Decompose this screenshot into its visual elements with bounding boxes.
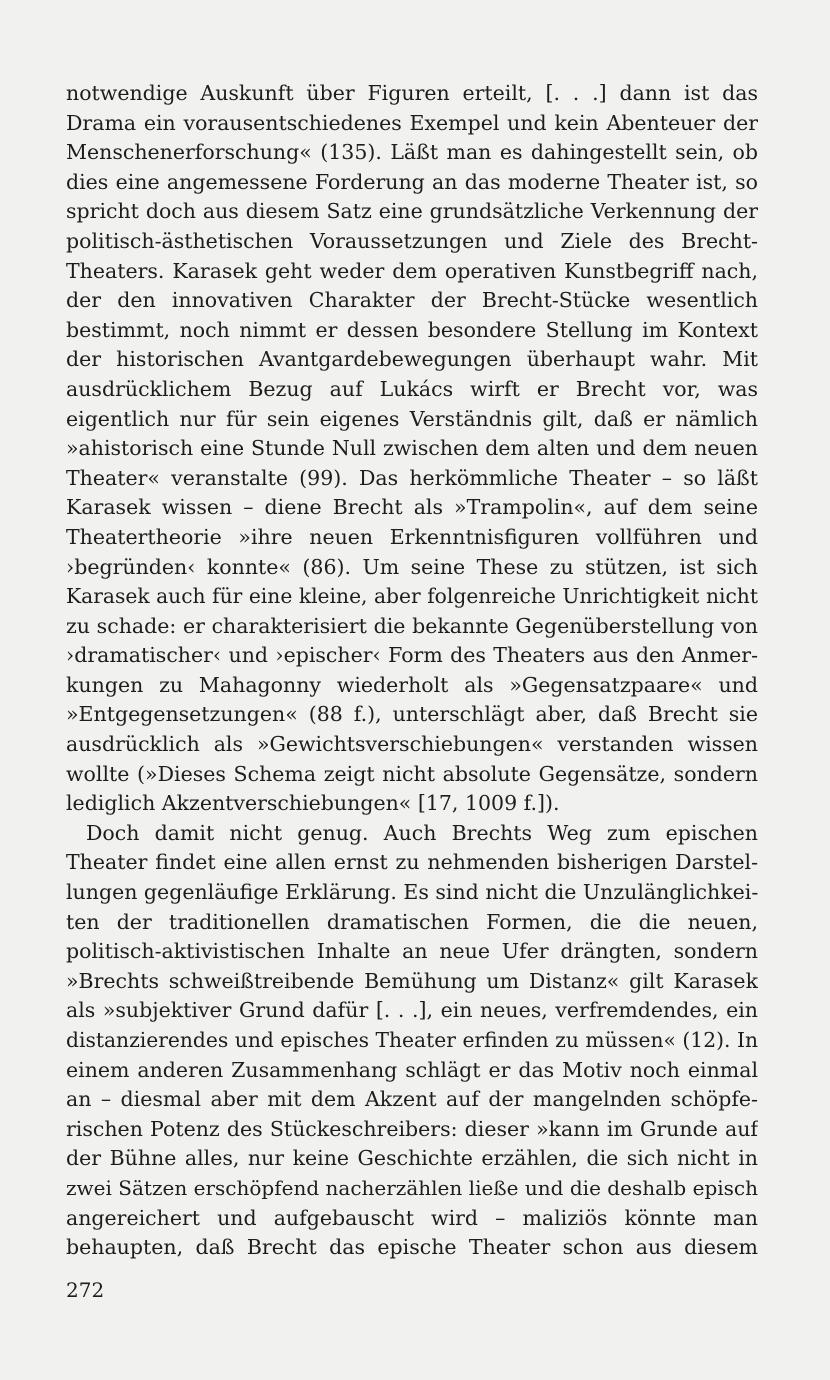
page-number: 272 xyxy=(66,1278,105,1302)
text-line: lungen gegenläufige Erklärung. Es sind nicht die Unzulänglichkei- xyxy=(66,880,758,905)
text-line: zu schade: er charakterisiert die bekannte Gegenüberstellung von xyxy=(66,613,758,638)
text-line: »Entgegensetzungen« (88 f.), unterschlägt aber, daß Brecht sie xyxy=(66,702,758,727)
text-line: einem anderen Zusammenhang schlägt er das Motiv noch einmal xyxy=(66,1057,758,1082)
text-line: wollte (»Dieses Schema zeigt nicht absolute Gegensätze, sondern xyxy=(66,761,758,786)
text-line: behaupten, daß Brecht das epische Theater schon aus diesem xyxy=(66,1235,758,1260)
text-line: bestimmt, noch nimmt er dessen besondere Stellung im Kontext xyxy=(66,317,758,342)
text-line: ausdrücklichem Bezug auf Lukács wirft er Brecht vor, was xyxy=(66,376,758,401)
text-line: »Brechts schweißtreibende Bemühung um Distanz« gilt Karasek xyxy=(66,968,758,993)
text-line: ›dramatischer‹ und ›epischer‹ Form des Theaters aus den Anmer- xyxy=(66,643,758,668)
text-line: rischen Potenz des Stückeschreibers: dieser »kann im Grunde auf xyxy=(66,1116,758,1141)
text-line: politisch-aktivistischen Inhalte an neue Ufer drängten, sondern xyxy=(66,939,758,964)
body-text xyxy=(66,79,758,1263)
text-line: Menschenerforschung« (135). Läßt man es dahingestellt sein, ob xyxy=(66,140,758,165)
text-line: Karasek wissen – diene Brecht als »Trampolin«, auf dem seine xyxy=(66,495,758,520)
text-line: ten der traditionellen dramatischen Formen, die die neuen, xyxy=(66,909,758,934)
text-line: Theatertheorie »ihre neuen Erkenntnisfiguren vollführen und xyxy=(66,524,758,549)
text-line: kungen zu Mahagonny wiederholt als »Gegensatzpaare« und xyxy=(66,672,758,697)
text-line: Theater findet eine allen ernst zu nehmenden bisherigen Darstel- xyxy=(66,850,758,875)
text-line: lediglich Akzentverschiebungen« [17, 1009 f.]). xyxy=(66,791,560,816)
text-line: ausdrücklich als »Gewichtsverschiebungen« verstanden wissen xyxy=(66,732,758,757)
text-line: Doch damit nicht genug. Auch Brechts Weg zum epischen xyxy=(86,820,758,845)
text-line: Theater« veranstalte (99). Das herkömmliche Theater – so läßt xyxy=(66,465,758,490)
text-line: als »subjektiver Grund dafür [. . .], ein neues, verfremdendes, ein xyxy=(66,998,758,1023)
text-line: Karasek auch für eine kleine, aber folgenreiche Unrichtigkeit nicht xyxy=(66,584,758,609)
text-line: spricht doch aus diesem Satz eine grundsätzliche Verkennung der xyxy=(66,199,758,224)
text-line: eigentlich nur für sein eigenes Verständnis gilt, daß er nämlich xyxy=(66,406,758,431)
text-line: »ahistorisch eine Stunde Null zwischen dem alten und dem neuen xyxy=(66,436,758,461)
text-line: dies eine angemessene Forderung an das moderne Theater ist, so xyxy=(66,169,758,194)
text-line: angereichert und aufgebauscht wird – maliziös könnte man xyxy=(66,1205,758,1230)
text-line: zwei Sätzen erschöpfend nacherzählen ließe und die deshalb episch xyxy=(66,1175,758,1200)
text-line: der Bühne alles, nur keine Geschichte erzählen, die sich nicht in xyxy=(66,1146,758,1171)
text-line: Drama ein vorausentschiedenes Exempel und kein Abenteuer der xyxy=(66,110,758,135)
text-line: notwendige Auskunft über Figuren erteilt, [. . .] dann ist das xyxy=(66,81,758,105)
text-line: politisch-ästhetischen Voraussetzungen und Ziele des Brecht- xyxy=(66,228,758,253)
text-line: an – diesmal aber mit dem Akzent auf der mangelnden schöpfe- xyxy=(66,1087,758,1112)
text-line: der den innovativen Charakter der Brecht-Stücke wesentlich xyxy=(66,288,758,313)
text-line: ›begründen‹ konnte« (86). Um seine These zu stützen, ist sich xyxy=(66,554,758,579)
text-line: Theaters. Karasek geht weder dem operativen Kunstbegriff nach, xyxy=(66,258,758,283)
text-line: der historischen Avantgardebewegungen überhaupt wahr. Mit xyxy=(66,347,758,372)
text-line: distanzierendes und episches Theater erfinden zu müssen« (12). In xyxy=(66,1028,758,1052)
